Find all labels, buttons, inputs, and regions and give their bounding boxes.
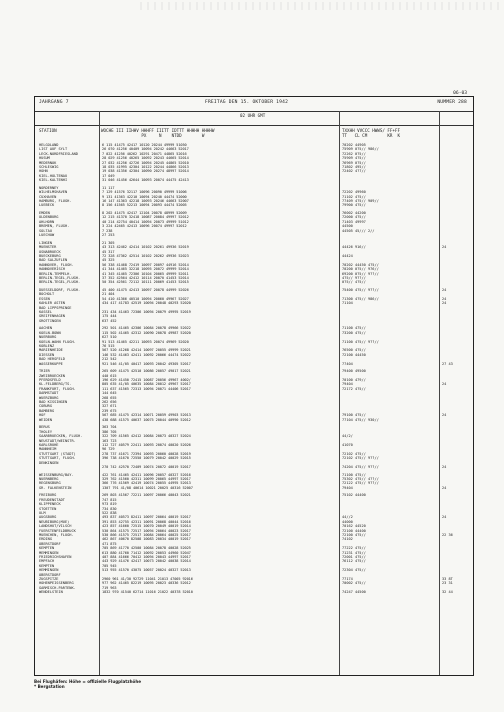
synop-codes: 471 875 xyxy=(102,541,117,546)
synop-codes: 270 742 42570 72409 10074 20072 40019 52017 xyxy=(102,464,191,469)
station-name: WILHELMSHAVEN xyxy=(39,190,68,195)
cloud-codes: 71100 475// xyxy=(342,326,366,331)
synop-codes: 627 510 xyxy=(102,335,117,340)
cloud-codes: 74247 44500 xyxy=(342,590,366,595)
synop-codes: 265 609 41475 42510 10086 20057 49017 52021 xyxy=(102,369,191,374)
station-name: KAHLER ASTEN xyxy=(39,301,65,306)
synop-codes: 262 656 xyxy=(102,400,117,405)
synop-codes: 76 515 xyxy=(102,344,115,348)
station-name: LUEBECK xyxy=(39,203,55,208)
synop-codes: 16 147 41363 42218 10093 20246 44663 52007 xyxy=(102,199,189,204)
station-name: HOHENPEISSENBERG xyxy=(39,581,74,586)
station-name: COBURG xyxy=(39,404,52,409)
synop-codes: 45 325 xyxy=(102,258,115,263)
subheader-rule xyxy=(35,125,473,126)
table-row xyxy=(38,203,472,207)
station-name: BREMEN, FLUGH. xyxy=(39,224,70,229)
synop-codes: 423 857 41660 72515 10070 20049 40019 52014 xyxy=(102,524,191,529)
synop-codes: 443 929 41476 42417 10073 20042 40038 52014 xyxy=(102,559,191,564)
station-name: NORDERNEY xyxy=(39,185,59,190)
station-name: THOLEY xyxy=(39,429,52,434)
synop-codes: 522 838 xyxy=(102,510,117,515)
synop-codes: 45 317 xyxy=(102,249,115,254)
synop-codes: 196 629 41450 72415 10087 20056 49967 4002/ xyxy=(102,378,191,383)
station-name: CUXHAVEN xyxy=(39,194,57,199)
footnote-line: * Bergstation xyxy=(34,684,65,689)
synop-codes: 434 417 41783 42519 10094 20048 40293 52020 xyxy=(102,301,191,306)
station-name: MEMMINGEN xyxy=(39,550,59,555)
synop-codes: 115 502 41465 42312 10090 20078 49987 52020 xyxy=(102,330,191,335)
station-name: STUTTGART, FLUGH. xyxy=(39,456,76,461)
table-row xyxy=(38,319,472,323)
cloud-codes: 44500 xyxy=(342,224,353,229)
wind-codes: 24 xyxy=(442,245,447,250)
station-name: AACHEN xyxy=(39,326,52,331)
synop-codes: 1832 970 41540 62714 11016 21022 40378 52010 xyxy=(102,590,193,595)
cloud-codes: 77409 4?5// 909// xyxy=(342,199,379,204)
cloud-codes: 72402 4?7// xyxy=(342,169,366,174)
station-name: KOELN-BONN xyxy=(39,330,61,335)
synop-codes: 27 032 41256 42726 10094 20245 44865 52010 xyxy=(102,160,189,165)
station-name: EMPFACH xyxy=(39,559,55,564)
station-name: KASSEL xyxy=(39,309,52,314)
station-name: AUGSBURG xyxy=(39,515,57,520)
station-name: KEMPTEN xyxy=(39,563,55,568)
synop-codes: 747 815 xyxy=(102,497,117,502)
wind-codes: 27 43 xyxy=(442,361,453,366)
cloud-codes: 72000 4?5// xyxy=(342,215,366,220)
station-name: BAMBERG xyxy=(39,408,55,413)
cloud-codes: 72102 4?5// 9??// xyxy=(342,456,379,461)
cloud-codes: 70002 4?5// xyxy=(342,581,366,586)
station-name: GR. FALKENSTEIN xyxy=(39,485,72,490)
cloud-codes: 76500 4?5// xyxy=(342,348,366,353)
synop-codes: 278 737 41671 72394 10093 20060 40028 52019 xyxy=(102,451,191,456)
cloud-codes: 77404 xyxy=(342,361,353,366)
station-name: HANNOVERISCH xyxy=(39,267,65,272)
synop-codes: 363 704 xyxy=(102,425,117,430)
cloud-codes: 75400 4?5// 9??// xyxy=(342,287,379,292)
station-name: FREIBURG xyxy=(39,493,57,498)
station-name: FRANKFURT, FLUGH. xyxy=(39,386,76,391)
synop-codes: 19 038 41356 42304 10090 20274 48997 52014 xyxy=(102,169,189,174)
synop-codes: 2960 961 41/30 92729 11041 21013 47005 92016 xyxy=(102,577,193,582)
cloud-codes: 72202 49960 xyxy=(342,190,366,195)
station-name: WUERZBURG xyxy=(39,395,59,400)
station-name: BUECKEBURG xyxy=(39,253,61,258)
synop-codes: 17 049 xyxy=(102,173,115,178)
weather-table xyxy=(34,91,474,676)
cloud-codes: 79404 xyxy=(342,485,353,490)
station-name: PFERDSFELD xyxy=(39,378,61,383)
station-name: GROTTINGEN xyxy=(39,318,61,323)
cloud-codes: 4?5// 9??// xyxy=(342,275,366,280)
station-name: OSNABRUECK xyxy=(39,249,61,254)
cloud-codes: 44424 xyxy=(342,253,353,258)
col-codes-b: TXXHH VVCCC HWWS/ FF+FF xyxy=(342,128,400,133)
synop-codes: 462 867 40670 82508 10083 20034 40019 52017 xyxy=(102,537,191,542)
station-name: STUTTGART (STADT) xyxy=(39,451,76,456)
wind-codes: 22 36 xyxy=(442,533,453,537)
cloud-codes: 71802 495// xyxy=(342,165,366,170)
synop-codes: 72 328 47362 42514 10102 20262 49936 52023 xyxy=(102,253,189,258)
station-name: GREIFENHAGEN xyxy=(39,314,65,319)
synop-codes: 31 046 41456 42644 10093 20074 44475 42413 xyxy=(102,178,189,183)
cloud-codes: 72001 4?5// xyxy=(342,555,366,560)
cloud-codes: 70162 44520 xyxy=(342,524,366,529)
station-name: SOLTAU xyxy=(39,228,52,233)
cloud-codes: 71231 4?5// xyxy=(342,550,366,555)
footnote xyxy=(34,679,141,689)
table-row xyxy=(38,280,472,284)
station-name: BAD KISSINGEN xyxy=(39,400,68,405)
cloud-codes: 71300 4?5// 986// xyxy=(342,296,379,301)
station-name: ESSEN xyxy=(39,296,50,301)
station-name: KIEL-KALTENHI xyxy=(39,178,68,183)
issue-number: NUMMER 288 xyxy=(437,100,467,105)
synop-codes: 637 452 xyxy=(102,318,117,323)
station-name: MANNHEIM xyxy=(39,447,57,452)
table-row xyxy=(38,465,472,469)
station-name: HANNOVER, FLUGH. xyxy=(39,262,74,267)
synop-codes: 440 615 xyxy=(102,373,117,378)
station-name: SAARBRUECKEN, FLUGH. xyxy=(39,434,83,439)
wind-codes: 24 xyxy=(442,485,447,490)
cloud-codes: 72262 0?5// xyxy=(342,151,366,156)
station-name: MUENSTER xyxy=(39,245,57,250)
cloud-codes: 79100 4?5// xyxy=(342,413,366,418)
synop-codes: 6 115 41475 42417 10120 20244 49999 51050 xyxy=(102,143,187,147)
synop-codes: 438 688 41575 40637 10075 20044 40990 52012 xyxy=(102,417,191,422)
synop-codes: 391 853 42755 42311 10091 20068 40044 52016 xyxy=(102,519,191,524)
cloud-codes: 41070 xyxy=(342,442,353,447)
station-name: GARMISCH-PARTENK. xyxy=(39,585,76,590)
station-name: LECK-NORDFRIESLAND xyxy=(39,151,78,156)
synop-codes: 396 738 41670 72550 10079 20042 40029 52015 xyxy=(102,456,191,461)
station-rows xyxy=(38,143,472,598)
synop-codes: 613 880 41760 71412 10092 20053 44960 52047 xyxy=(102,550,191,555)
cloud-codes: 77104 4?5// 930// xyxy=(342,417,379,422)
station-name: HOHN xyxy=(39,169,48,174)
synop-codes: 175 444 xyxy=(102,314,117,319)
station-name: EMDEN xyxy=(39,211,50,216)
cloud-codes: 77222 4?5// xyxy=(342,546,366,551)
synop-codes: 734 830 xyxy=(102,506,117,511)
synop-codes: 530 864 41575 72517 10094 20064 40023 52017 xyxy=(102,528,191,533)
synop-codes: 239 675 xyxy=(102,408,117,413)
cloud-codes: 72100 4?5// xyxy=(342,533,366,537)
synop-codes: 28 029 41256 40265 10092 20243 44665 52014 xyxy=(102,156,189,161)
wind-codes: 32 44 xyxy=(442,590,453,595)
station-name: KARLSRUHE xyxy=(39,442,59,447)
synop-codes: 18 035 41995 42304 10122 20244 44866 52013 xyxy=(102,165,189,170)
synop-codes: 212 542 xyxy=(102,357,117,362)
wind-codes: 24 xyxy=(442,382,447,387)
synop-codes: 567 520 41268 42414 10097 20055 49999 52021 xyxy=(102,348,191,353)
cloud-codes: 79400 49500 xyxy=(342,369,366,374)
station-name: HOF xyxy=(39,413,46,418)
cloud-codes: 76002 44200 xyxy=(342,211,366,216)
cloud-codes: 44000 xyxy=(342,519,353,524)
station-name: FREUDENSTADT xyxy=(39,497,65,502)
cloud-codes: 79900 4?5// xyxy=(342,203,366,208)
synop-codes: 1307 791 41/08 40614 10021 20025 40316 52007 xyxy=(102,485,193,490)
station-name: WEIDEN xyxy=(39,417,52,422)
table-row xyxy=(38,233,472,237)
col-codes-a2: PX N NTDD W xyxy=(101,133,205,138)
synop-codes: 973 819 xyxy=(102,502,117,507)
table-row xyxy=(38,418,472,422)
station-name: DIESSEN xyxy=(39,352,55,357)
station-name: BERLIN-TEGEL,FLUGH. xyxy=(39,275,81,280)
synop-codes: 705 945 xyxy=(102,563,117,568)
station-name: AHLHORN xyxy=(39,219,55,224)
wind-codes: 24 xyxy=(442,296,447,301)
station-name: LANDSHUT/VILSCH xyxy=(39,524,72,529)
synop-codes: 21 305 xyxy=(102,240,115,245)
station-name: HAMBURG, FLUGH. xyxy=(39,199,72,204)
station-name: DARMSTADT xyxy=(39,391,59,396)
synop-codes: 96 729 xyxy=(102,447,115,452)
station-name: KOELN-WAHN FLUGH. xyxy=(39,339,76,344)
cloud-codes: 71104 xyxy=(342,301,353,306)
station-name: WASSERKUPPE xyxy=(39,361,63,366)
cloud-codes: 75909 4?5// xyxy=(342,156,366,161)
station-name: ZWEIBRUECKEN xyxy=(39,373,65,378)
cloud-codes: 0?5// 4?5// xyxy=(342,280,366,285)
station-name: BOCHOLT xyxy=(39,292,55,297)
synop-codes: 567 685 41475 42314 10071 20059 49903 52013 xyxy=(102,413,191,418)
code-top: 06-03 xyxy=(453,91,467,96)
station-name: TRIER xyxy=(39,369,50,374)
synop-codes: 41 345 41465 72306 10104 20065 49999 52011 xyxy=(102,271,189,276)
synop-codes: 41 344 41465 32218 10095 20072 49999 52014 xyxy=(102,267,189,272)
station-name: OBERSTDORF xyxy=(39,541,61,546)
synop-codes: 530 866 41575 72517 10084 20064 40025 52017 xyxy=(102,533,191,537)
synop-codes: 705 869 41770 42500 10084 20078 40028 52025 xyxy=(102,546,191,551)
synop-codes: 322 709 41565 42412 10084 20073 40327 52024 xyxy=(102,434,191,439)
synop-codes: 366 776 41569 42419 10074 20055 44995 52013 xyxy=(102,481,191,486)
cloud-codes: 44505 45/// 2// xyxy=(342,228,375,233)
synop-codes: 21 404 xyxy=(102,292,115,297)
station-name: KLIPPENECK xyxy=(39,502,61,507)
station-name: DUESSELDORF, FLUGH. xyxy=(39,287,81,292)
synop-codes: 27 253 xyxy=(102,233,115,238)
station-name: MUENCHEN, FLUGH. xyxy=(39,533,74,537)
cloud-codes: 72102 4?5// xyxy=(342,451,366,456)
cloud-codes: 72304 4?5// xyxy=(342,568,366,573)
station-name: FRIEDRICHSHAFEN xyxy=(39,555,72,560)
synop-codes: 329 762 41560 42311 10099 20065 44997 52017 xyxy=(102,476,191,481)
synop-codes: 7 238 xyxy=(102,228,113,233)
station-name: ERDING xyxy=(39,537,52,542)
cloud-codes: 79404 xyxy=(342,382,353,387)
cloud-codes: 76112 4?5// xyxy=(342,559,366,564)
station-name: KOBLENZ xyxy=(39,344,55,348)
synop-codes: 921 546 41/05 40417 10093 20042 49305 52017 xyxy=(102,361,191,366)
synop-codes: 8 156 41565 52213 10094 20093 44474 52005 xyxy=(102,203,187,208)
header-rule xyxy=(35,111,473,112)
synop-codes: 327 671 xyxy=(102,404,117,409)
synop-codes: 56 338 41468 72419 10097 20097 44916 52014 xyxy=(102,262,189,267)
col-station: STATION xyxy=(39,128,57,133)
synop-codes: 977 962 41465 82219 10095 20023 40336 52012 xyxy=(102,581,191,586)
synop-codes: 493 837 40573 82411 10097 20064 40019 52017 xyxy=(102,515,191,520)
cloud-codes: 74204 4?5// 9??// xyxy=(342,464,379,469)
synop-codes: 9 131 41363 42210 10094 20240 44474 52000 xyxy=(102,194,187,199)
date-title: FREITAG DEN 15. OKTOBER 1942 xyxy=(205,100,289,105)
station-name: BAD SALZUFLEN xyxy=(39,258,68,263)
wind-codes: 24 xyxy=(442,515,447,520)
station-name: HEMMINGEN xyxy=(39,568,59,573)
synop-codes: 144 645 xyxy=(102,391,117,396)
station-name: LUECHOW xyxy=(39,233,55,238)
synop-codes: 11 117 xyxy=(102,185,115,190)
synop-codes: 54 410 41366 40510 10094 20060 49967 52027 xyxy=(102,296,189,301)
cloud-codes: 71100 4?5// 9??// xyxy=(342,339,379,344)
synop-codes: 50 354 42561 72112 10111 20069 41453 52015 xyxy=(102,280,189,285)
cloud-codes: 76969 0?5// xyxy=(342,160,366,165)
cloud-codes: 72122 4?5// 9??// xyxy=(342,481,379,486)
cloud-codes: 44426 916// xyxy=(342,245,366,250)
station-name: KL.FELDBERG/TS. xyxy=(39,382,72,387)
volume-label: JAHRGANG 7 xyxy=(39,100,69,105)
col-codes-b2: TT CL CM KR K xyxy=(342,133,400,138)
synop-codes: 3 224 42465 42413 10096 20074 49997 52012 xyxy=(102,224,187,229)
cloud-codes: 75102 44400 xyxy=(342,493,366,498)
station-name: BERUS xyxy=(39,425,50,430)
station-name: NUERNBERG xyxy=(39,476,59,481)
wind-codes: 24 xyxy=(442,464,447,469)
station-name: DENKINGEN xyxy=(39,460,59,465)
station-name: WEISSENBURG/BAY. xyxy=(39,472,74,477)
wind-codes: 24 xyxy=(442,287,447,292)
station-name: OBERSTDORF xyxy=(39,572,61,577)
station-name: BAD LIPPSPRINGE xyxy=(39,305,72,310)
synop-codes: 231 434 41463 72306 10094 20079 49995 52019 xyxy=(102,309,191,314)
synop-codes: 269 803 41567 72211 10097 20066 40043 52021 xyxy=(102,493,191,498)
table-row xyxy=(38,486,472,490)
station-name: BERLIN-TEMPELH. xyxy=(39,271,72,276)
station-name: NUERBURG xyxy=(39,335,57,340)
station-name: SCHLESWIG xyxy=(39,165,59,170)
synop-codes: 45 400 41475 42413 10097 20078 44999 52026 xyxy=(102,287,189,292)
synop-codes: 26 070 41256 40409 10094 20242 44663 52017 xyxy=(102,147,189,152)
synop-codes: 163 723 xyxy=(102,438,117,443)
synop-codes: 146 532 41463 42411 10092 20066 44474 52022 xyxy=(102,352,191,357)
table-row xyxy=(38,178,472,182)
station-name: MEDERNOK xyxy=(39,160,57,165)
synop-codes: 805 635 41/05 40635 10084 20012 49967 52017 xyxy=(102,382,191,387)
synop-codes: 407 884 41666 70412 10094 20043 44997 52017 xyxy=(102,555,191,560)
synop-codes: 112 727 40579 22411 10093 20074 40020 52026 xyxy=(102,442,191,447)
wind-codes: 24 xyxy=(442,413,447,418)
cloud-codes: 70200 0?5// 976// xyxy=(342,267,379,272)
cloud-codes: 70202 44450 4?5// xyxy=(342,262,379,267)
station-name: WENDELSTEIN xyxy=(39,590,63,595)
cloud-codes: 73200 4?5// xyxy=(342,330,366,335)
cloud-codes: 72100 44450 xyxy=(342,352,366,357)
cloud-codes: 72172 4?5// xyxy=(342,386,366,391)
cloud-codes: 72100 44400 xyxy=(342,528,366,533)
synop-codes: 111 637 41565 72313 10094 20071 44406 52017 xyxy=(102,386,191,391)
station-name: KIEL-HOLTENAU xyxy=(39,173,68,178)
station-name: ULM xyxy=(39,510,46,515)
synop-codes: 7 022 41256 40262 10291 20471 44865 52016 xyxy=(102,151,187,156)
synop-codes: 7 129 41576 32117 10096 20090 49999 51006 xyxy=(102,190,187,195)
synop-codes: 43 313 42462 42414 10102 20261 49936 52019 xyxy=(102,245,189,250)
cloud-codes: 44//2 xyxy=(342,515,353,520)
synop-codes: 422 761 41465 42411 10096 20057 40327 52016 xyxy=(102,472,191,477)
station-name: HELGOLAND xyxy=(39,143,59,147)
cloud-codes: 69200 0?5// 9??// xyxy=(342,271,379,276)
wind-codes: 33 8T xyxy=(442,577,453,582)
wind-codes: 24 xyxy=(442,301,447,306)
cloud-codes: 71102 4?5// xyxy=(342,194,366,199)
cloud-codes: 75909 0?5// 986// xyxy=(342,147,379,152)
time-label: 02 UHR GMT xyxy=(240,113,266,118)
synop-codes: 91 513 41465 42211 10093 20074 49969 52020 xyxy=(102,339,189,344)
station-name: NEUBIBURG(MUE) xyxy=(39,519,70,524)
footnote-line: Bei Flughäfen: Höhe = offizielle Flugplatzhöhe xyxy=(34,679,142,684)
cloud-codes: 70202 44905 xyxy=(342,143,366,147)
table-row xyxy=(38,590,472,594)
station-name: LIST AUF SYLT xyxy=(39,147,68,152)
station-name: BAD HERSFELD xyxy=(39,357,65,362)
group-gap xyxy=(38,595,472,598)
synop-codes: 386 705 xyxy=(102,429,117,434)
cloud-codes: 44/2/ xyxy=(342,434,353,439)
station-name: REGENSBURG xyxy=(39,481,61,486)
cloud-codes: 71100 4?5// xyxy=(342,472,366,477)
cloud-codes: 70100 479// xyxy=(342,378,366,383)
station-name: KEMPTEN xyxy=(39,546,55,551)
station-name: MARIENHEIDE xyxy=(39,348,63,353)
station-name: ZUGSPITZE xyxy=(39,577,59,582)
station-name: HUSUM xyxy=(39,156,50,161)
station-name: BERLIN-TEGEL,FLUGH. xyxy=(39,280,81,285)
station-name: STOETTEN xyxy=(39,506,57,511)
station-name: OLDENBURG xyxy=(39,215,59,220)
cloud-codes: 71403 49997 xyxy=(342,219,366,224)
synop-codes: 513 955 41570 43075 10057 20024 40327 52013 xyxy=(102,568,191,573)
wind-codes: 23 31 xyxy=(442,581,453,586)
synop-codes: 12 215 41370 32418 10087 20084 49997 52012 xyxy=(102,215,189,220)
table-row xyxy=(38,362,472,366)
synop-codes: 268 655 xyxy=(102,395,117,400)
scan-noise xyxy=(140,2,500,10)
synop-codes: 37 352 42564 42412 10114 20070 41453 52014 xyxy=(102,275,189,280)
synop-codes: 8 202 41475 42417 12104 20078 48999 52009 xyxy=(102,211,187,216)
col-codes-a: WOCHE III IIHHV HHHFF IIITT IDTTT HHHHH HHHHW xyxy=(101,128,215,133)
station-name: LINGEN xyxy=(39,240,52,245)
cloud-codes: 74102 xyxy=(342,537,353,542)
cloud-codes: 77174 xyxy=(342,577,353,582)
synop-codes: 719 963 xyxy=(102,585,117,590)
synop-codes: 40 214 42754 40414 10094 20073 49999 51012 xyxy=(102,219,189,224)
station-name: FUERSTENFELDBRUCK xyxy=(39,528,76,533)
cloud-codes: 75302 4?5// 4??// xyxy=(342,476,379,481)
station-name: NEUSTADT/WEINSTR. xyxy=(39,438,76,443)
synop-codes: 292 501 41465 42306 10084 20078 49966 52022 xyxy=(102,326,191,331)
